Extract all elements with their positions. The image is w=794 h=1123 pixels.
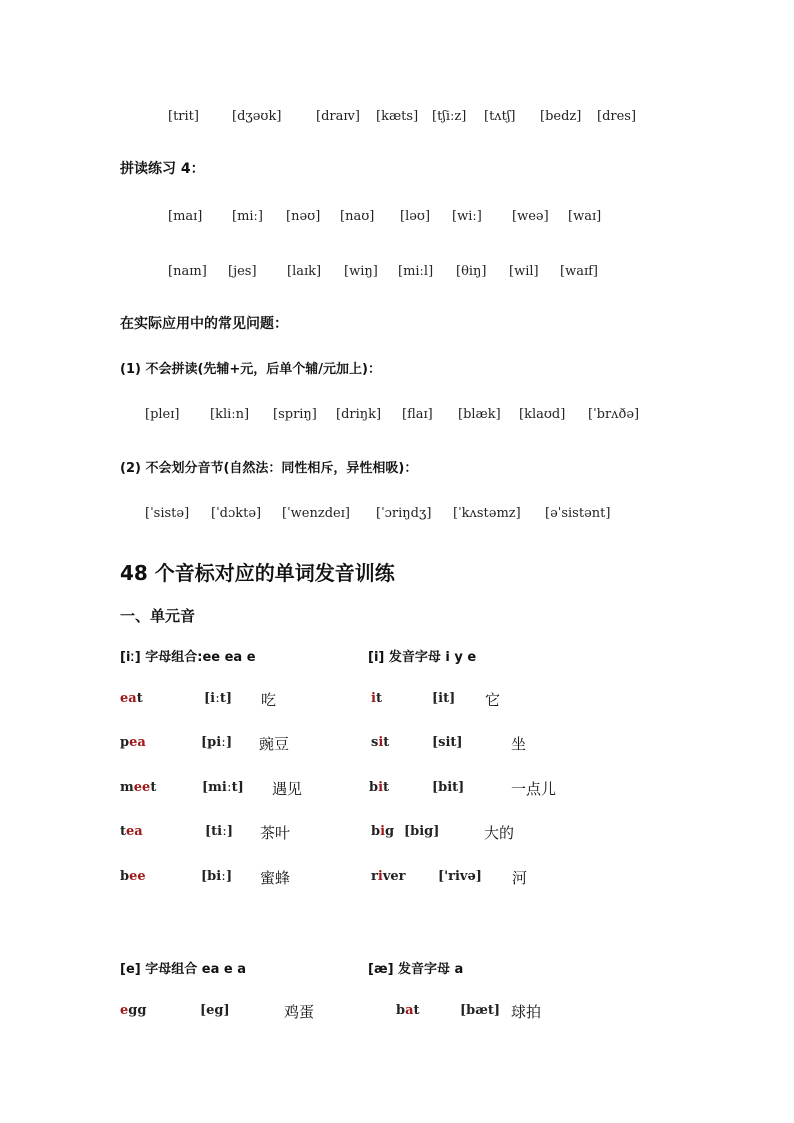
word-river: river xyxy=(371,869,406,884)
pron-pea: [piː] xyxy=(201,735,233,750)
word-bit: bit xyxy=(369,780,390,795)
word-egg: egg xyxy=(120,1003,147,1018)
header-long-i: [iː] 字母组合:ee ea e xyxy=(120,650,256,665)
pron-big: [big] xyxy=(404,824,440,839)
pron-tea: [tiː] xyxy=(205,824,234,839)
ipa-low: [ləʊ] xyxy=(400,209,431,224)
ipa-beds: [bedz] xyxy=(540,109,582,124)
ipa-drink: [driŋk] xyxy=(336,407,382,422)
ipa-sister: [ˈsistə] xyxy=(145,506,190,521)
cn-sit: 坐 xyxy=(511,735,527,753)
ipa-joke: [dʒəʊk] xyxy=(232,109,282,124)
cn-it: 它 xyxy=(485,691,501,709)
cn-meet: 遇见 xyxy=(272,780,303,798)
cn-bat: 球拍 xyxy=(511,1003,542,1021)
ipa-will: [wil] xyxy=(509,264,539,279)
ipa-thing: [θiŋ] xyxy=(456,264,487,279)
ipa-me: [miː] xyxy=(232,209,264,224)
ipa-orange: [ˈɔriŋdʒ] xyxy=(376,506,432,521)
ipa-cloud: [klaʊd] xyxy=(519,407,566,422)
ipa-doctor: [ˈdɔktə] xyxy=(211,506,262,521)
word-bee: bee xyxy=(120,869,146,884)
common-problems-title: 在实际应用中的常见问题： xyxy=(120,316,288,332)
word-it: it xyxy=(371,691,382,706)
pron-bit: [bit] xyxy=(432,780,465,795)
cn-bit: 一点儿 xyxy=(511,780,557,798)
ipa-my: [maɪ] xyxy=(168,209,203,224)
header-e: [e] 字母组合 ea e a xyxy=(120,962,246,977)
ipa-why: [waɪ] xyxy=(568,209,602,224)
problem-1: (1) 不会拼读(先辅+元，后单个辅/元加上)： xyxy=(120,362,381,377)
ipa-spring: [spriŋ] xyxy=(273,407,317,422)
pron-it: [it] xyxy=(432,691,456,706)
header-ae: [æ] 发音字母 a xyxy=(368,962,464,977)
ipa-black: [blæk] xyxy=(458,407,501,422)
pron-bee: [biː] xyxy=(201,869,233,884)
ipa-drive: [draɪv] xyxy=(316,109,360,124)
word-eat: eat xyxy=(120,691,143,706)
word-pea: pea xyxy=(120,735,146,750)
word-sit: sit xyxy=(371,735,390,750)
ipa-trit: [trit] xyxy=(168,109,199,124)
ipa-nine: [naɪn] xyxy=(168,264,207,279)
ipa-now: [naʊ] xyxy=(340,209,375,224)
cn-bee: 蜜蜂 xyxy=(260,869,291,887)
ipa-customs: [ˈkʌstəmz] xyxy=(453,506,521,521)
ipa-wednesday: [ˈwenzdeɪ] xyxy=(282,506,350,521)
problem-2: (2) 不会划分音节(自然法：同性相斥，异性相吸)： xyxy=(120,461,418,476)
ipa-meal: [miːl] xyxy=(398,264,434,279)
cn-big: 大的 xyxy=(484,824,515,842)
ipa-wear: [weə] xyxy=(512,209,549,224)
cn-pea: 豌豆 xyxy=(259,735,290,753)
pron-sit: [sit] xyxy=(432,735,463,750)
ipa-yes: [jes] xyxy=(228,264,257,279)
pron-bat: [bæt] xyxy=(460,1003,501,1018)
pron-egg: [eg] xyxy=(200,1003,230,1018)
ipa-cheese: [tʃiːz] xyxy=(432,109,467,124)
pron-eat: [iːt] xyxy=(204,691,233,706)
word-bat: bat xyxy=(396,1003,420,1018)
cn-egg: 鸡蛋 xyxy=(284,1003,315,1021)
ipa-dress: [dres] xyxy=(597,109,637,124)
word-meet: meet xyxy=(120,780,157,795)
section-monophthongs: 一、单元音 xyxy=(120,607,196,625)
practice-4-title: 拼读练习 4： xyxy=(120,161,205,177)
word-tea: tea xyxy=(120,824,143,839)
ipa-brother: [ˈbrʌðə] xyxy=(588,407,640,422)
cn-tea: 茶叶 xyxy=(260,824,291,842)
header-short-i: [i] 发音字母 i y e xyxy=(368,650,477,665)
pron-river: ['rivə] xyxy=(438,869,482,884)
cn-eat: 吃 xyxy=(261,691,277,709)
ipa-assistant: [əˈsistənt] xyxy=(545,506,611,521)
pron-meet: [miːt] xyxy=(202,780,244,795)
ipa-play: [pleɪ] xyxy=(145,407,180,422)
ipa-wife: [waɪf] xyxy=(560,264,598,279)
ipa-cats: [kæts] xyxy=(376,109,419,124)
cn-river: 河 xyxy=(512,869,528,887)
ipa-we: [wiː] xyxy=(452,209,482,224)
ipa-no: [nəʊ] xyxy=(286,209,321,224)
ipa-clean: [kliːn] xyxy=(210,407,250,422)
ipa-like: [laɪk] xyxy=(287,264,322,279)
ipa-wing: [wiŋ] xyxy=(344,264,378,279)
training-title: 48 个音标对应的单词发音训练 xyxy=(120,561,395,585)
ipa-fly: [flaɪ] xyxy=(402,407,433,422)
ipa-touch: [tʌtʃ] xyxy=(484,109,516,124)
word-big: big xyxy=(371,824,395,839)
